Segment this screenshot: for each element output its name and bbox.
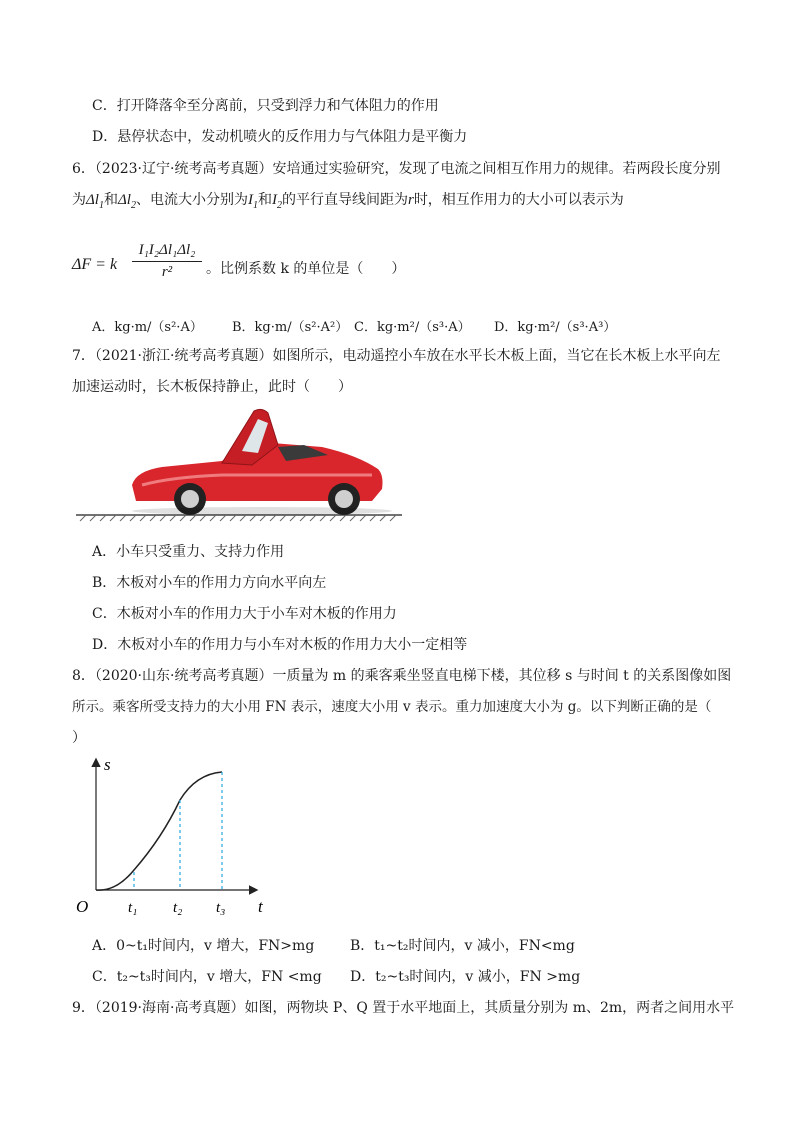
q5-option-c: C．打开降落伞至分离前，只受到浮力和气体阻力的作用 [92, 98, 439, 114]
formula-tail: 。比例系数 k 的单位是（ ） [206, 261, 406, 277]
q6-text-a: 为 [72, 192, 86, 208]
formula-denominator: r² [161, 264, 173, 280]
q8-option-d: D．t₂~t₃时间内，v 减小，FN >mg [350, 969, 581, 985]
q8-number: 8． [72, 668, 95, 684]
q6-text-b: 、电流大小分别为 [135, 192, 248, 208]
q8-text: 一质量为 m 的乘客乘坐竖直电梯下楼，其位移 s 与时间 t 的关系图像如图 [272, 668, 732, 684]
q8-option-a: A．0~t₁时间内，v 增大，FN>mg [92, 938, 315, 954]
q7-stem-line2: 加速运动时，长木板保持静止，此时（ ） [72, 379, 352, 395]
q9-text: 如图，两物块 P、Q 置于水平地面上，其质量分别为 m、2m，两者之间用水平 [244, 1000, 735, 1016]
q6-dl2: $\Delta l_2$ [117, 192, 136, 211]
q6-option-a: A．kg·m/（s²·A） [92, 320, 203, 335]
car-on-board-figure [72, 405, 412, 525]
q7-option-b: B．木板对小车的作用力方向水平向左 [92, 575, 327, 591]
q5-option-d: D．悬停状态中，发动机喷火的反作用力与气体阻力是平衡力 [92, 129, 468, 145]
q6-number: 6． [72, 161, 95, 177]
q9-number: 9． [72, 1000, 95, 1016]
q7-option-a: A．小车只受重力、支持力作用 [92, 544, 285, 560]
q6-r: r [407, 192, 414, 208]
t2-label: t₂ [173, 900, 183, 916]
q6-stem-line1 [72, 159, 720, 179]
q7-source: （2021·浙江·统考高考真题） [94, 348, 273, 364]
car-shadow [132, 507, 392, 515]
q8-stem-line2: 所示。乘客所受支持力的大小用 FN 表示，速度大小用 v 表示。重力加速度大小为 g。以下判断正确的是（ [72, 699, 712, 715]
q7-stem-line1 [72, 346, 720, 366]
q6-text-e: 时，相互作用力的大小可以表示为 [413, 192, 624, 208]
q7-option-c: C．木板对小车的作用力大于小车对木板的作用力 [92, 606, 397, 622]
q7-option-d: D．木板对小车的作用力与小车对木板的作用力大小一定相等 [92, 637, 468, 653]
q6-formula [72, 242, 632, 298]
q8-stem-line3: ） [72, 730, 86, 746]
q6-text-d: 的平行直导线间距为 [281, 192, 408, 208]
q6-dl1: $\Delta l_1$ [86, 192, 104, 211]
q9-source: （2019·海南·高考真题） [94, 1000, 245, 1016]
t3-label: t₃ [216, 900, 226, 916]
q8-stem-line1 [72, 666, 731, 686]
q6-option-b: B．kg·m/（s²·A²） [232, 320, 349, 335]
s-t-curve [96, 772, 222, 890]
board-hatching [80, 515, 396, 521]
formula-fraction [132, 242, 202, 281]
formula-numerator: I₁I₂Δl₁Δl₂ [132, 242, 202, 262]
q7-text: 如图所示，电动遥控小车放在水平长木板上面，当它在长木板上水平向左 [272, 348, 721, 364]
q6-I2: $I_2$ [271, 192, 282, 211]
origin-label: O [76, 897, 89, 916]
t-label: t [258, 897, 263, 916]
t1-label: t₁ [128, 900, 138, 916]
q8-source: （2020·山东·统考高考真题） [94, 668, 273, 684]
q6-text-and: 和 [103, 192, 118, 208]
q8-option-c: C．t₂~t₃时间内，v 增大，FN <mg [92, 969, 322, 985]
s-label: s [104, 755, 111, 774]
formula-lhs: ΔF = k [72, 256, 118, 273]
q8-option-b: B．t₁~t₂时间内，v 减小，FN<mg [350, 938, 575, 954]
q6-I1: $I_1$ [247, 192, 258, 211]
q6-text-c: 和 [257, 192, 272, 208]
q6-text: 安培通过实验研究，发现了电流之间相互作用力的规律。若两段长度分别 [272, 161, 721, 177]
q6-source: （2023·辽宁·统考高考真题） [94, 161, 273, 177]
s-t-graph [72, 752, 292, 922]
q9-stem-line1 [72, 998, 734, 1018]
q6-stem-line2 [72, 190, 624, 210]
q7-number: 7． [72, 348, 95, 364]
q6-option-d: D．kg·m²/（s³·A³） [494, 320, 617, 335]
q6-option-c: C．kg·m²/（s³·A） [354, 320, 471, 335]
